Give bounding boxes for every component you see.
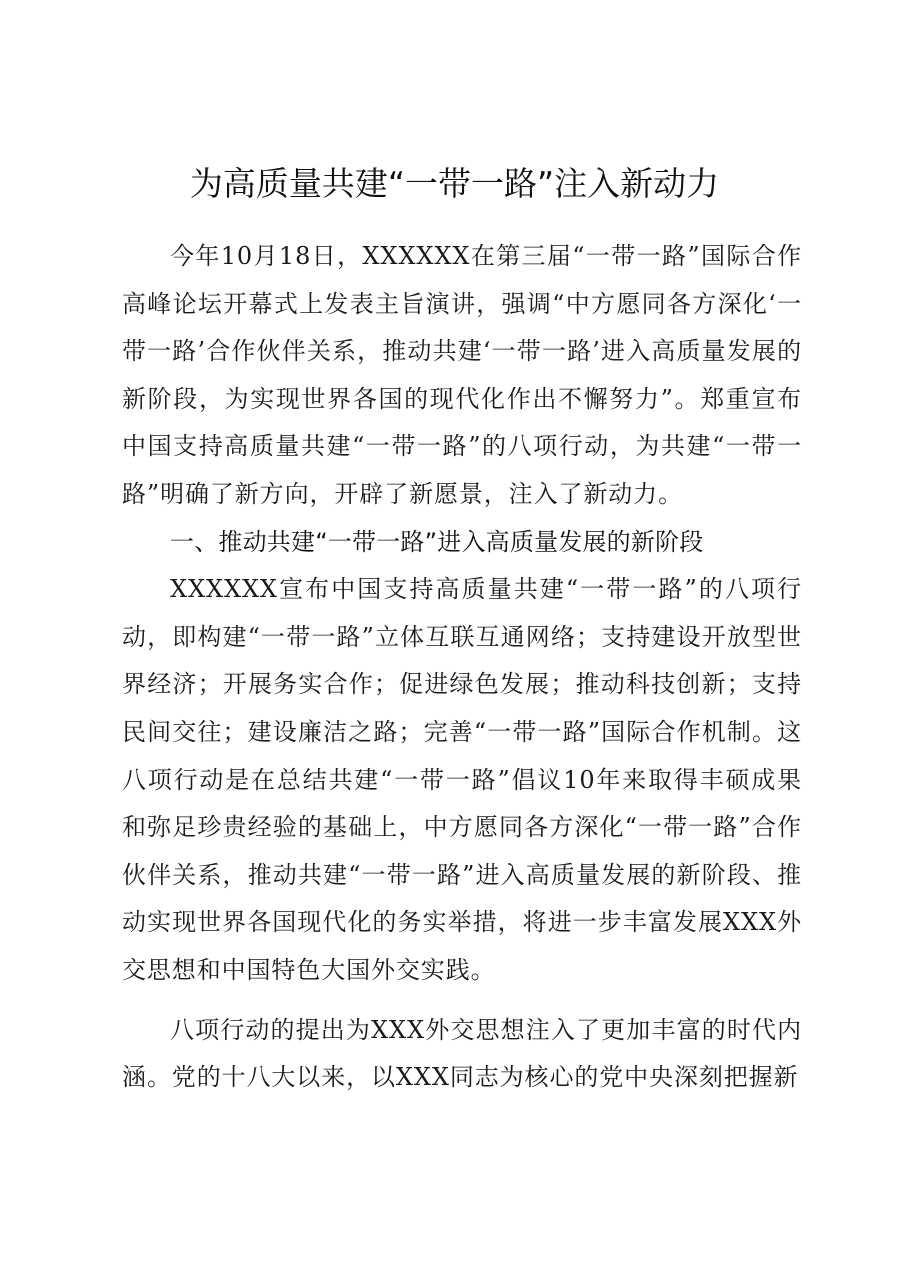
document-title: 为高质量共建“一带一路”注入新动力 [189, 164, 720, 203]
paragraph-era-connotation: 八项行动的提出为XXX外交思想注入了更加丰富的时代内涵。党的十八大以来，以XXX同志为核心的党中央深刻把握新 [122, 1015, 802, 1092]
paragraph-intro: 今年10月18日，XXXXXX在第三届“一带一路”国际合作高峰论坛开幕式上发表主旨演讲，强调“中方愿同各方深化‘一带一路’合作伙伴关系，推动共建‘一带一路’进入高质量发展的新阶段，为实现世界各国的现代化作出不懈努力”。郑重宣布中国支持高质量共建“一带一路”的八项行动，为共建“一带一路”明确了新方向，开辟了新愿景，注入了新动力。 [122, 242, 802, 508]
section-heading-1: 一、推动共建“一带一路”进入高质量发展的新阶段 [170, 527, 704, 556]
document-body [122, 233, 802, 1102]
paragraph-gap [122, 995, 802, 1007]
paragraph-eight-actions: XXXXXX宣布中国支持高质量共建“一带一路”的八项行动，即构建“一带一路”立体互联互通网络；支持建设开放型世界经济；开展务实合作；促进绿色发展；推动科技创新；支持民间交往；建设廉洁之路；完善“一带一路”国际合作机制。这八项行动是在总结共建“一带一路”倡议10年来取得丰硕成果和弥足珍贵经验的基础上，中方愿同各方深化“一带一路”合作伙伴关系，推动共建“一带一路”进入高质量发展的新阶段、推动实现世界各国现代化的务实举措，将进一步丰富发展XXX外交思想和中国特色大国外交实践。 [122, 575, 802, 984]
